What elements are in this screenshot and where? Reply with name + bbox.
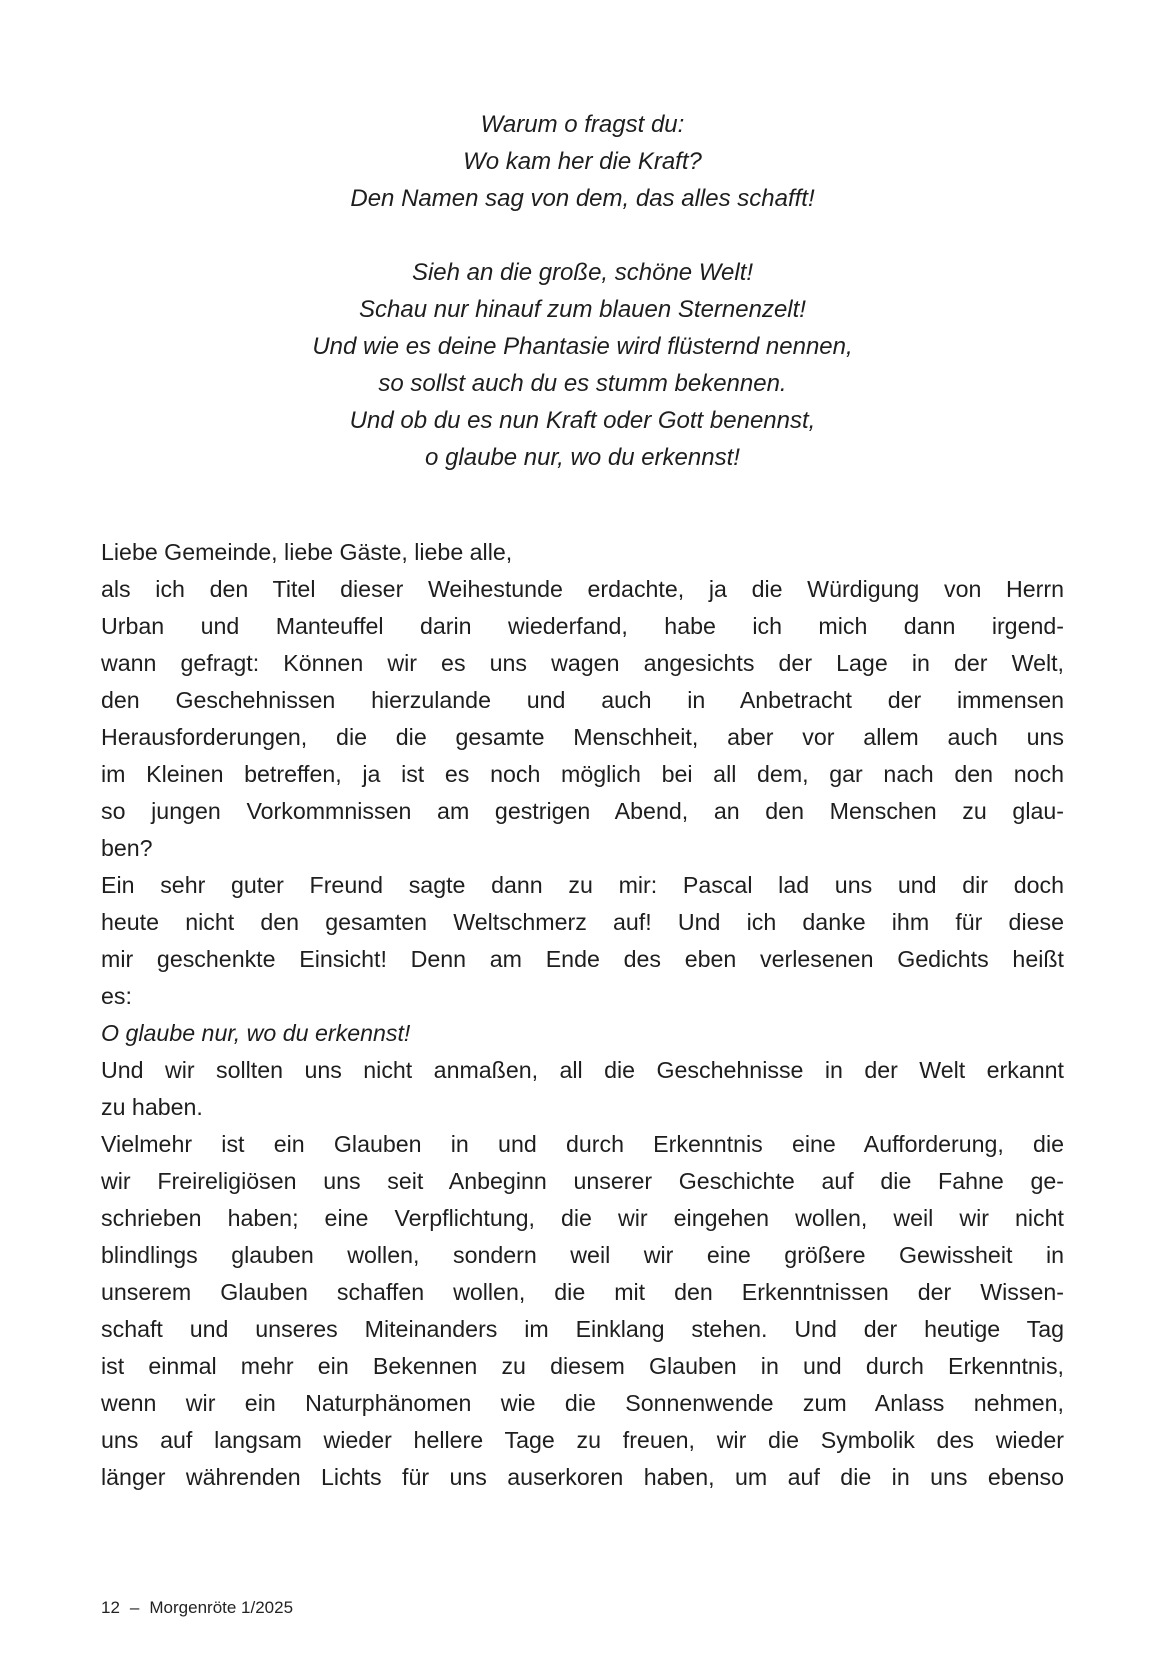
text-line: Herausforderungen, die die gesamte Menschheit, aber vor allem auch uns: [101, 724, 1064, 750]
text-line: schrieben haben; eine Verpflichtung, die wir eingehen wollen, weil wir nicht: [101, 1205, 1064, 1231]
stanza-gap: [0, 217, 1165, 254]
poem-line: Und wie es deine Phantasie wird flüsternd nennen,: [312, 333, 853, 360]
poem-line: o glaube nur, wo du erkennst!: [425, 444, 740, 471]
text-line: blindlings glauben wollen, sondern weil wir eine größere Gewissheit in: [101, 1242, 1064, 1268]
poem-line: so sollst auch du es stumm bekennen.: [378, 370, 787, 397]
text-line: Und wir sollten uns nicht anmaßen, all die Geschehnisse in der Welt erkannt: [101, 1057, 1064, 1083]
poem-line: Sieh an die große, schöne Welt!: [411, 259, 754, 286]
poem-line: Warum o fragst du:: [480, 111, 685, 138]
text-line: mir geschenkte Einsicht! Denn am Ende des eben verlesenen Gedichts heißt: [101, 946, 1064, 972]
text-line: im Kleinen betreffen, ja ist es noch möglich bei all dem, gar nach den noch: [101, 761, 1064, 787]
text-line: wenn wir ein Naturphänomen wie die Sonnenwende zum Anlass nehmen,: [101, 1390, 1064, 1416]
speech-text: [101, 534, 1064, 1496]
salutation-line: Liebe Gemeinde, liebe Gäste, liebe alle,: [101, 539, 513, 565]
poem-line: Schau nur hinauf zum blauen Sternenzelt!: [359, 296, 806, 323]
text-line: es:: [101, 983, 132, 1009]
text-line: ist einmal mehr ein Bekennen zu diesem Glauben in und durch Erkenntnis,: [101, 1353, 1064, 1379]
poem: [0, 106, 1165, 476]
publication-name: Morgenröte 1/2025: [149, 1598, 294, 1617]
text-line: zu haben.: [101, 1094, 203, 1120]
text-line: den Geschehnissen hierzulande und auch in Anbetracht der immensen: [101, 687, 1064, 713]
poem-line: Wo kam her die Kraft?: [463, 148, 702, 175]
text-line: ben?: [101, 835, 153, 861]
page-number: 12: [101, 1598, 120, 1617]
poem-line: Den Namen sag von dem, das alles schafft!: [350, 185, 815, 212]
text-line: wir Freireligiösen uns seit Anbeginn unserer Geschichte auf die Fahne ge-: [101, 1168, 1064, 1194]
text-line: als ich den Titel dieser Weihestunde erdachte, ja die Würdigung von Herrn: [101, 576, 1064, 602]
footer-separator: –: [129, 1598, 140, 1617]
text-line: Ein sehr guter Freund sagte dann zu mir: Pascal lad uns und dir doch: [101, 872, 1064, 898]
text-line: länger währenden Lichts für uns auserkoren haben, um auf die in uns ebenso: [101, 1464, 1064, 1490]
page-footer: [101, 1597, 293, 1619]
text-line: heute nicht den gesamten Weltschmerz auf! Und ich danke ihm für diese: [101, 909, 1064, 935]
text-line: unserem Glauben schaffen wollen, die mit den Erkenntnissen der Wissen-: [101, 1279, 1064, 1305]
text-line: uns auf langsam wieder hellere Tage zu freuen, wir die Symbolik des wieder: [101, 1427, 1064, 1453]
poem-stanza-2: [0, 254, 1165, 476]
text-line: wann gefragt: Können wir es uns wagen angesichts der Lage in der Welt,: [101, 650, 1064, 676]
text-line: Vielmehr ist ein Glauben in und durch Erkenntnis eine Aufforderung, die: [101, 1131, 1064, 1157]
quote-line: O glaube nur, wo du erkennst!: [101, 1020, 411, 1046]
text-line: so jungen Vorkommnissen am gestrigen Abend, an den Menschen zu glau-: [101, 798, 1064, 824]
text-line: Urban und Manteuffel darin wiederfand, habe ich mich dann irgend-: [101, 613, 1064, 639]
poem-stanza-1: [0, 106, 1165, 217]
text-line: schaft und unseres Miteinanders im Einklang stehen. Und der heutige Tag: [101, 1316, 1064, 1342]
poem-line: Und ob du es nun Kraft oder Gott benennst,: [349, 407, 816, 434]
